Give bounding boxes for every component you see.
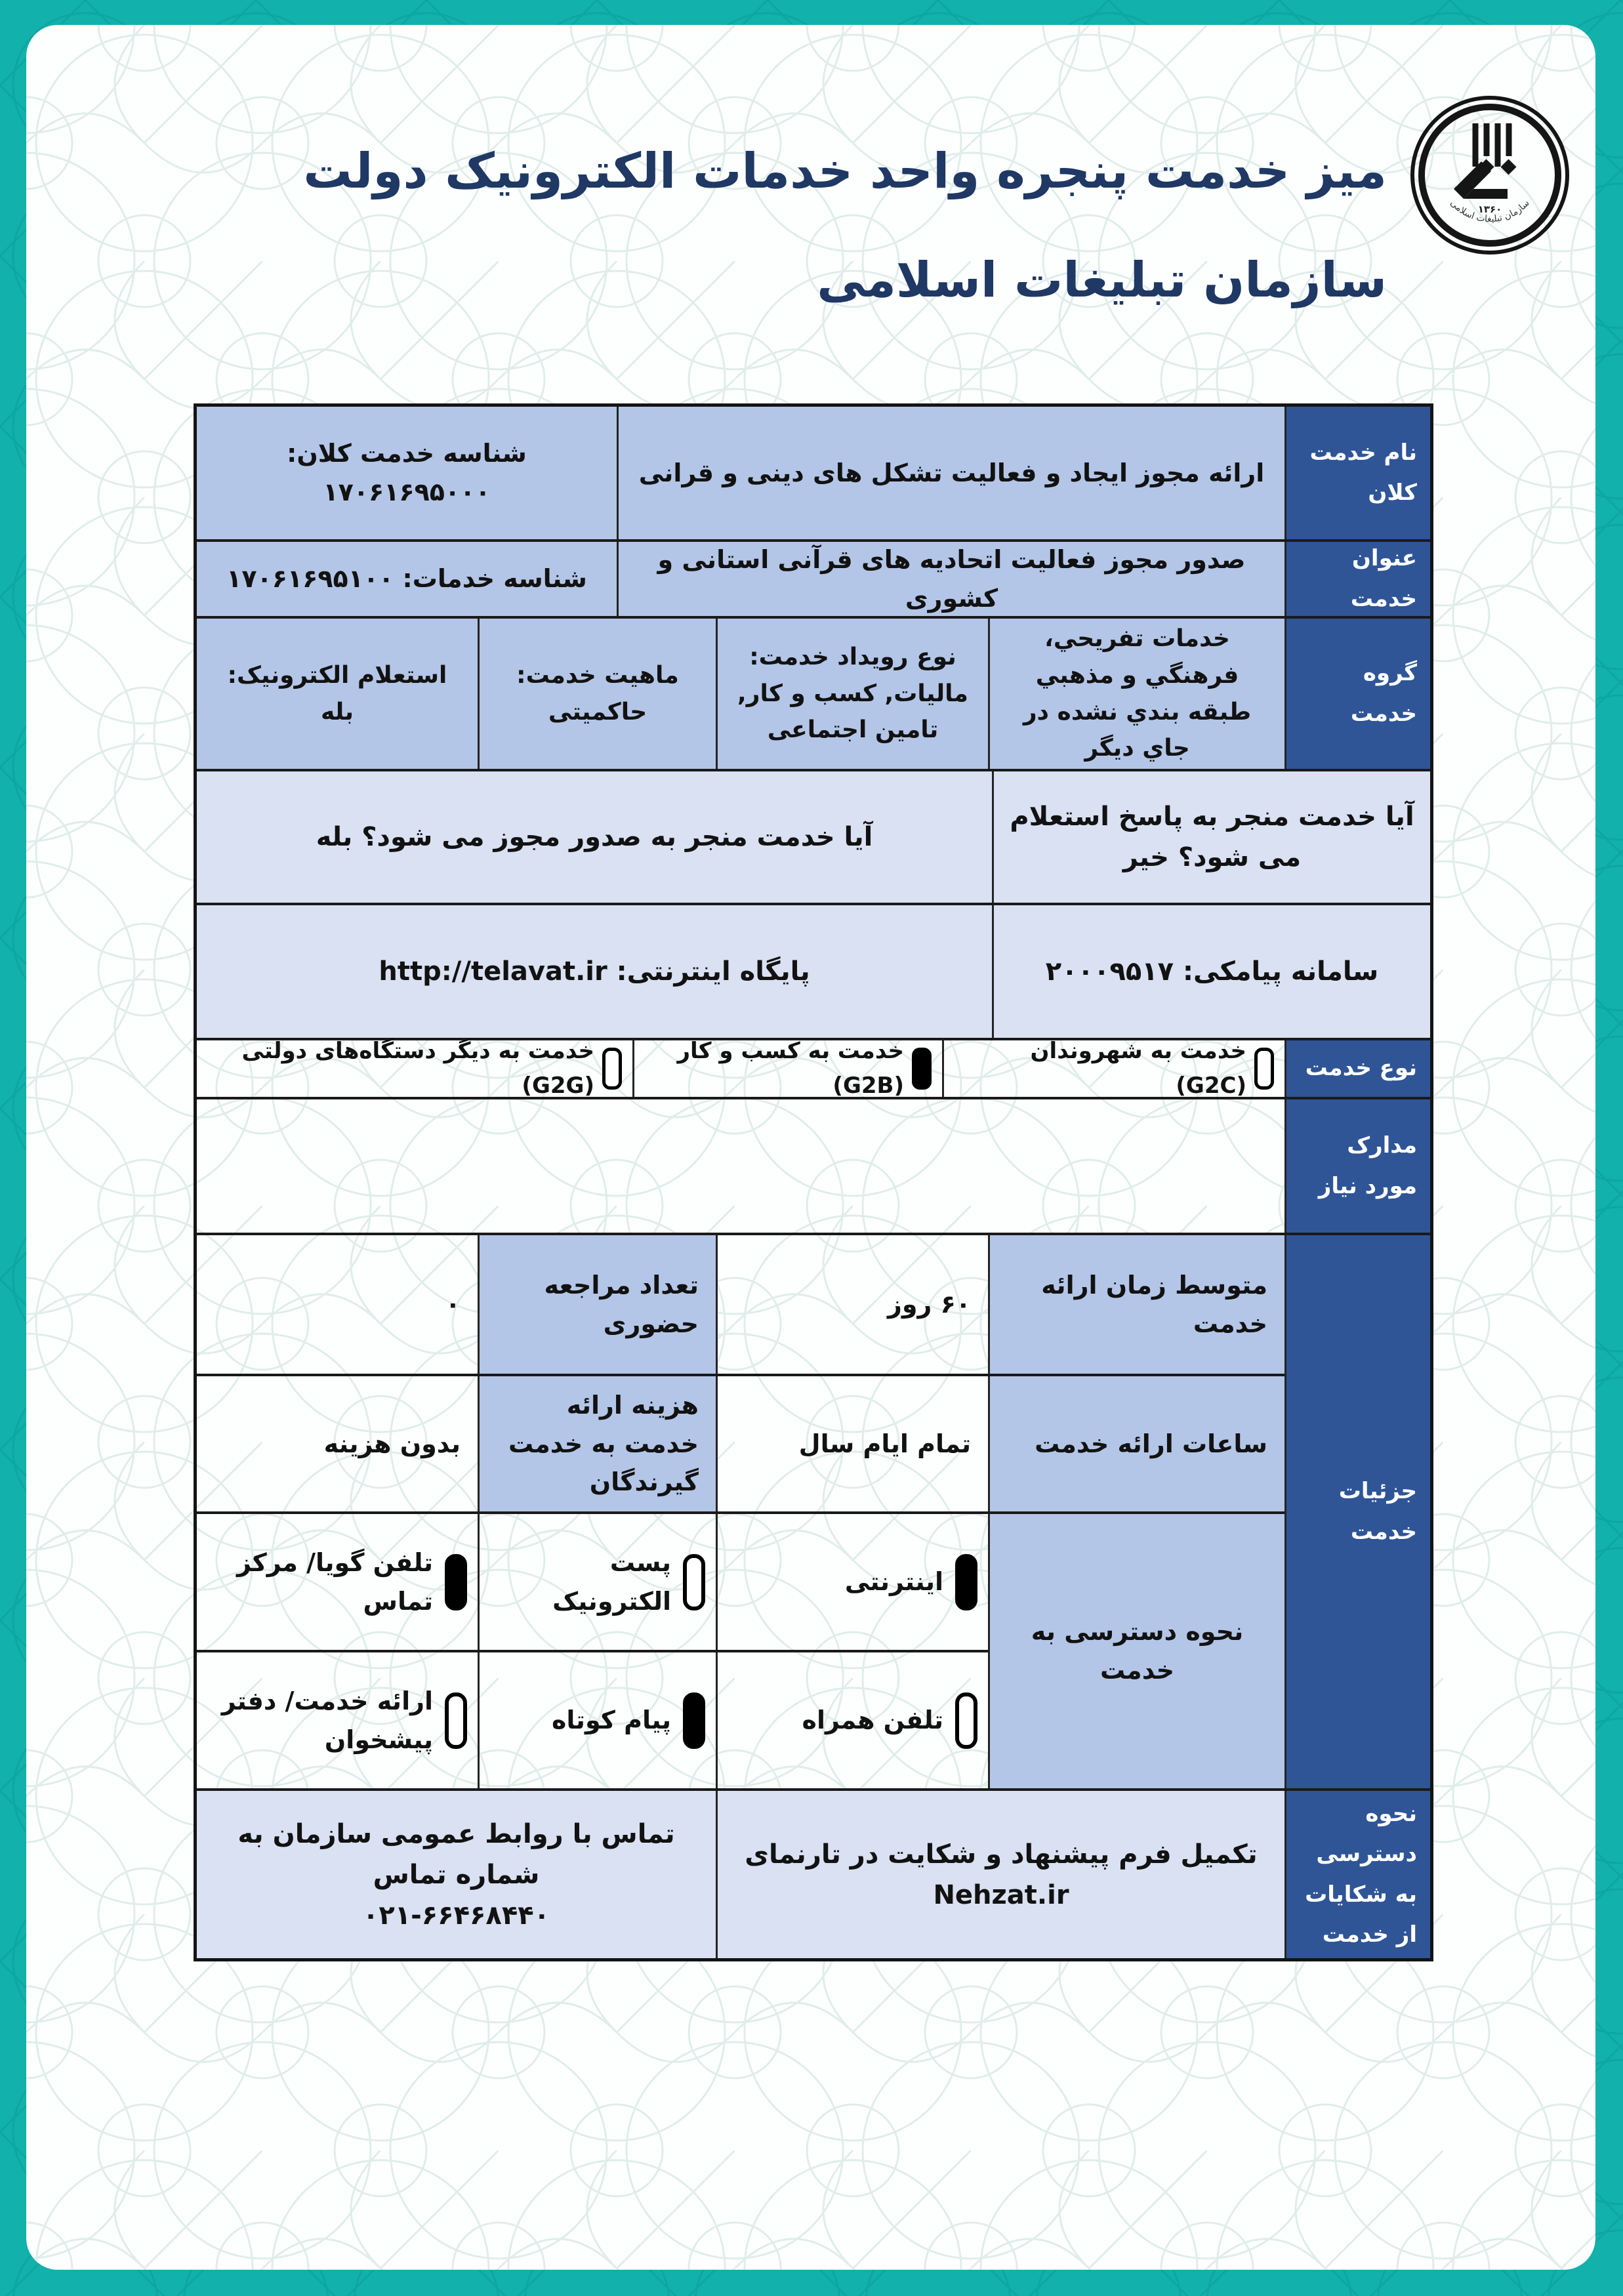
complaints-phone-number: ۰۲۱-۶۶۴۶۸۴۴۰ (362, 1900, 550, 1931)
internet-checkbox[interactable] (955, 1554, 977, 1610)
option-internet (716, 1514, 988, 1650)
service-title-text: صدور مجوز فعالیت اتحادیه های قرآنی استانی و کشوری (617, 542, 1284, 616)
service-type-header: نوع خدمت (1284, 1040, 1430, 1097)
service-nature: ماهیت خدمت: حاکمیتی (478, 619, 716, 769)
logo-year: ۱۳۶۰ (1477, 203, 1502, 215)
row-questions (197, 771, 1430, 905)
documents-content (197, 1099, 1284, 1233)
service-table (194, 403, 1433, 1961)
sms-label: پیام کوتاه (551, 1706, 671, 1735)
rows-access (197, 1514, 1284, 1788)
g2c-checkbox[interactable] (1254, 1048, 1274, 1090)
macro-service-id: شناسه خدمت کلان: ۱۷۰۶۱۶۹۵۰۰۰ (197, 407, 617, 539)
option-email (478, 1514, 716, 1650)
row-service-title (197, 542, 1430, 619)
complaints-phone-text: تماس با روابط عمومی سازمان به شماره تماس (237, 1818, 675, 1890)
sms-system: سامانه پیامکی: ۲۰۰۰۹۵۱۷ (992, 905, 1430, 1038)
service-id: شناسه خدمات: ۱۷۰۶۱۶۹۵۱۰۰ (197, 542, 617, 616)
option-g2g (197, 1040, 632, 1097)
call-center-label: تلفن گویا/ مرکز تماس (236, 1548, 433, 1616)
avg-time-label: متوسط زمان ارائه خدمت (988, 1235, 1284, 1374)
service-title-header: عنوان خدمت (1284, 542, 1430, 616)
row-access-1 (197, 1514, 988, 1652)
option-g2b (632, 1040, 942, 1097)
counter-checkbox[interactable] (445, 1692, 467, 1749)
row-service-group (197, 619, 1430, 771)
access-label: نحوه دسترسی به خدمت (988, 1514, 1284, 1788)
document-card (26, 25, 1595, 2270)
row-macro-service (197, 407, 1430, 542)
option-call-center (197, 1514, 478, 1650)
row-contact (197, 905, 1430, 1040)
visits-label: تعداد مراجعه حضوری (478, 1235, 716, 1374)
electronic-inquiry: استعلام الکترونیک: بله (197, 619, 478, 769)
row-documents (197, 1099, 1430, 1235)
counter-label: ارائه خدمت/ دفتر پیشخوان (221, 1686, 433, 1754)
website-link[interactable]: پایگاه اینترنتی: http://telavat.ir (197, 905, 992, 1038)
complaints-online[interactable]: تکمیل فرم پیشنهاد و شکایت در تارنمای Nehzat.ir (716, 1791, 1284, 1958)
hours-value: تمام ایام سال (716, 1376, 988, 1511)
macro-service-header: نام خدمت کلان (1284, 407, 1430, 539)
license-question: آیا خدمت منجر به صدور مجوز می شود؟ بله (197, 771, 992, 903)
cost-value: بدون هزینه (323, 1429, 461, 1458)
document-header (303, 143, 1387, 308)
complaints-phone (197, 1791, 716, 1958)
option-mobile (716, 1652, 988, 1788)
option-g2c (942, 1040, 1284, 1097)
g2g-label: خدمت به دیگر دستگاه‌های دولتی (G2G) (241, 1038, 594, 1099)
option-counter (197, 1652, 478, 1788)
organization-logo (1408, 93, 1572, 257)
hours-label: ساعات ارائه خدمت (988, 1376, 1284, 1511)
details-header: جزئیات خدمت (1284, 1235, 1430, 1788)
g2b-label: خدمت به کسب و کار (G2B) (677, 1038, 904, 1099)
complaints-header: نحوه دسترسی به شکایات از خدمت (1284, 1791, 1430, 1958)
row-service-type (197, 1040, 1430, 1099)
cost-label: هزینه ارائه خدمت به خدمت گیرندگان (478, 1376, 716, 1511)
g2g-checkbox[interactable] (602, 1048, 622, 1090)
email-label: پست الکترونیک (552, 1548, 671, 1616)
row-complaints (197, 1791, 1430, 1958)
logo-caption: سازمان تبلیغات اسلامی (1448, 197, 1532, 225)
service-event-type: نوع رویداد خدمت: مالیات, کسب و کار, تامین اجتماعی (716, 619, 988, 769)
option-sms (478, 1652, 716, 1788)
row-access-2 (197, 1652, 988, 1788)
row-avg-time (197, 1235, 1284, 1376)
g2b-checkbox[interactable] (912, 1048, 932, 1090)
row-hours-cost (197, 1376, 1284, 1514)
mobile-checkbox[interactable] (955, 1692, 977, 1749)
organization-name: سازمان تبلیغات اسلامی (817, 252, 1387, 308)
page-title: میز خدمت پنجره واحد خدمات الکترونیک دولت (303, 143, 1387, 199)
section-service-details (197, 1235, 1430, 1791)
visits-value: ۰ (445, 1290, 461, 1319)
call-center-checkbox[interactable] (445, 1554, 467, 1610)
inquiry-question: آیا خدمت منجر به پاسخ استعلام می شود؟ خیر (992, 771, 1430, 903)
macro-service-title: ارائه مجوز ایجاد و فعالیت تشکل های دینی و قرانی (617, 407, 1284, 539)
service-group-category: خدمات تفریحي، فرهنگي و مذهبي طبقه بندي نشده در جاي دیگر (988, 619, 1284, 769)
avg-time-value: ۶۰ روز (716, 1235, 988, 1374)
internet-label: اینترنتی (844, 1567, 943, 1597)
email-checkbox[interactable] (683, 1554, 705, 1610)
documents-header: مدارک مورد نیاز (1284, 1099, 1430, 1233)
sms-checkbox[interactable] (683, 1692, 705, 1749)
logo-emblem (1475, 123, 1509, 167)
service-group-header: گروه خدمت (1284, 619, 1430, 769)
g2c-label: خدمت به شهروندان (G2C) (1030, 1038, 1246, 1099)
mobile-label: تلفن همراه (802, 1706, 943, 1735)
